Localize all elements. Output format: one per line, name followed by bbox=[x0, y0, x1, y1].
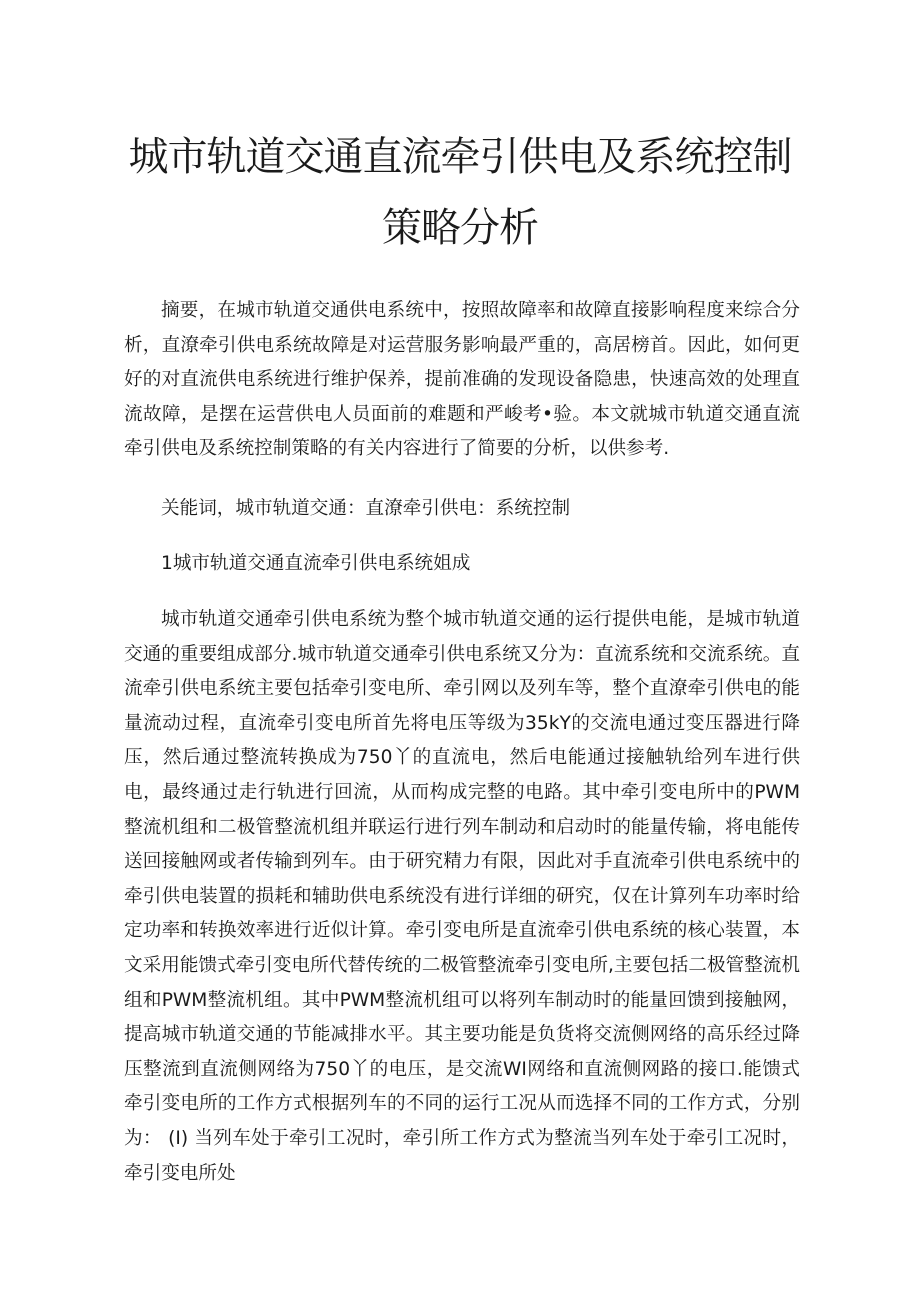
keywords-line: 关能词，城市轨道交通：直潦牵引供电：系统控制 bbox=[161, 498, 571, 519]
abstract-block bbox=[124, 294, 800, 467]
section-heading-block bbox=[124, 547, 800, 582]
title-line-2: 策略分析 bbox=[382, 205, 538, 251]
section-1-paragraph: 城市轨道交通牵引供电系统为整个城市轨道交通的运行提供电能，是城市轨道交通的重要组成部分.城市轨道交通牵引供电系统又分为：直流系统和交流系统。直流牵引供电系统主要包括牵引变电所、牵引网以及列车等，整个直潦牵引供电的能量流动过程，直流牵引变电所首先将电压等级为35kY的交流电通过变压器进行降压，然后通过整流转换成为750丫的直流电，然后电能通过接触轨给列车进行供电，最终通过走行轨进行回流，从而构成完整的电路。其中牵引变电所中的PWM整流机组和二极管整流机组并联运行进行列车制动和启动时的能量传输，将电能传送回接触网或者传输到列车。由于研究精力有限，因此对手直流牵引供电系统中的牵引供电装置的损耗和辅助供电系统没有进行详细的研究，仅在计算列车功率时给定功率和转换效率进行近似计算。牵引变电所是直流牵引供电系统的核心装置，本文采用能馈式牵引变电所代替传统的二极管整流牵引变电所,主要包括二极管整流机组和PWM整流机组。其中PWM整流机组可以将列车制动时的能量回馈到接触网，提高城市轨道交通的节能减排水平。其主要功能是负货将交流侧网络的高乐经过降压整流到直流侧网络为750丫的电压，是交流WI网络和直流侧网路的接口.能馈式牵引变电所的工作方式根据列车的不同的运行工况从而选择不同的工作方式，分别为： (I) 当列车处于牵引工况时，牵引所工作方式为整流当列车处于牵引工况时，牵引变电所处 bbox=[124, 609, 800, 1184]
section-1-body-block bbox=[124, 603, 800, 1191]
title-line-1: 城市轨道交通直流牵引供电及系统控制 bbox=[128, 134, 792, 180]
abstract-paragraph: 摘要，在城市轨道交通供电系统中，按照故障率和故障直接影响程度来综合分析，直潦牵引供电系统故障是对运营服务影响最严重的，高居榜首。因此，如何更好的对直流供电系统进行维护保养，提前准确的发现设备隐患，快速高效的处理直流故障，是摆在运营供电人员面前的难题和严峻考•验。本文就城市轨道交通直流牵引供电及系统控制策略的有关内容进行了简要的分析，以供参考. bbox=[124, 300, 800, 460]
section-1-heading: 1城市轨道交通直流牵引供电系统姐成 bbox=[161, 553, 471, 574]
keywords-block bbox=[124, 492, 800, 527]
